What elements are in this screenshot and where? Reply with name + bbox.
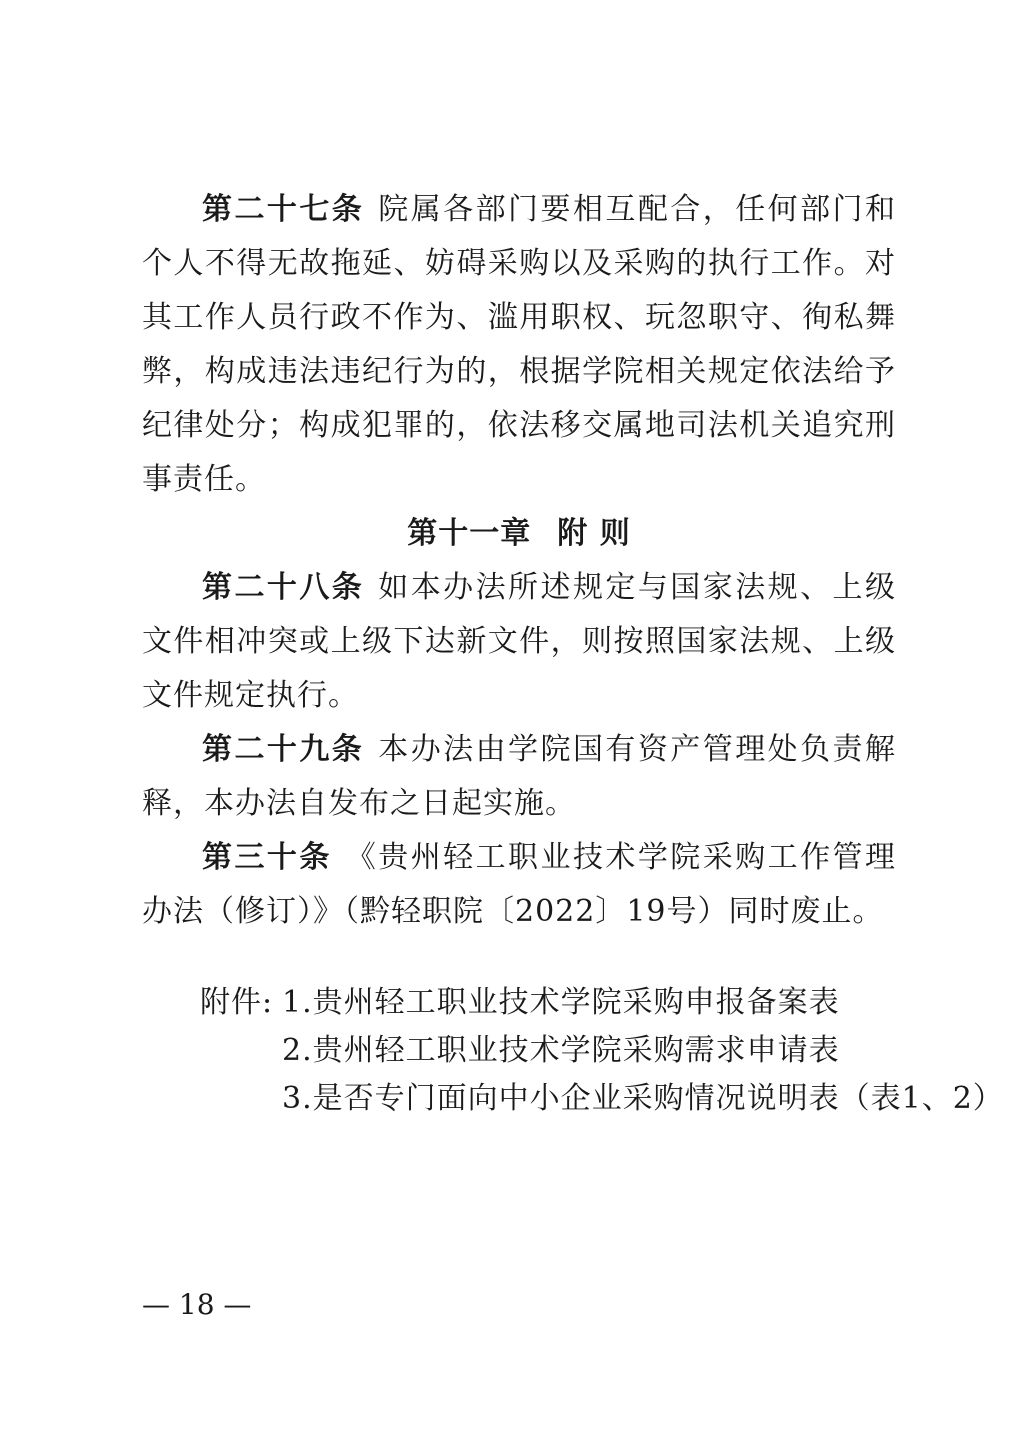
article-label: 第二十七条 [202,192,365,227]
article-label: 第二十八条 [202,570,365,605]
chapter-title: 附 则 [557,516,631,551]
article-label: 第三十条 [202,840,332,875]
attachment-item: 2.贵州轻工职业技术学院采购需求申请表 [282,1033,840,1068]
attachment-item: 3.是否专门面向中小企业采购情况说明表（表1、2） [282,1081,1004,1116]
article-text: 《贵州轻工职业技术学院采购工作管理办法（修订）》（黔轻职院〔2022〕19号）同时废止。 [142,840,897,929]
article-text: 本办法由学院国有资产管理处负责解释，本办法自发布之日起实施。 [142,732,896,821]
article-27 [142,183,896,507]
list-item [142,979,896,1027]
article-text: 如本办法所述规定与国家法规、上级文件相冲突或上级下达新文件，则按照国家法规、上级文件规定执行。 [142,570,896,713]
article-28 [142,561,896,723]
document-body [142,183,1004,1123]
article-29 [142,723,896,831]
article-text: 院属各部门要相互配合，任何部门和个人不得无故拖延、妨碍采购以及采购的执行工作。对其工作人员行政不作为、滥用职权、玩忽职守、徇私舞弊，构成违法违纪行为的，根据学院相关规定依法给予纪律处分；构成犯罪的，依法移交属地司法机关追究刑事责任。 [142,192,896,497]
attachment-item: 1.贵州轻工职业技术学院采购申报备案表 [282,985,840,1020]
article-30 [142,831,896,939]
chapter-heading [142,507,896,561]
attachments-list [142,979,1004,1123]
list-item [142,1027,896,1075]
list-item [142,1075,1004,1123]
article-label: 第二十九条 [202,732,365,767]
page-number: — 18 — [142,1288,252,1321]
attachments-label: 附件: [200,985,274,1020]
chapter-number: 第十一章 [407,516,532,551]
